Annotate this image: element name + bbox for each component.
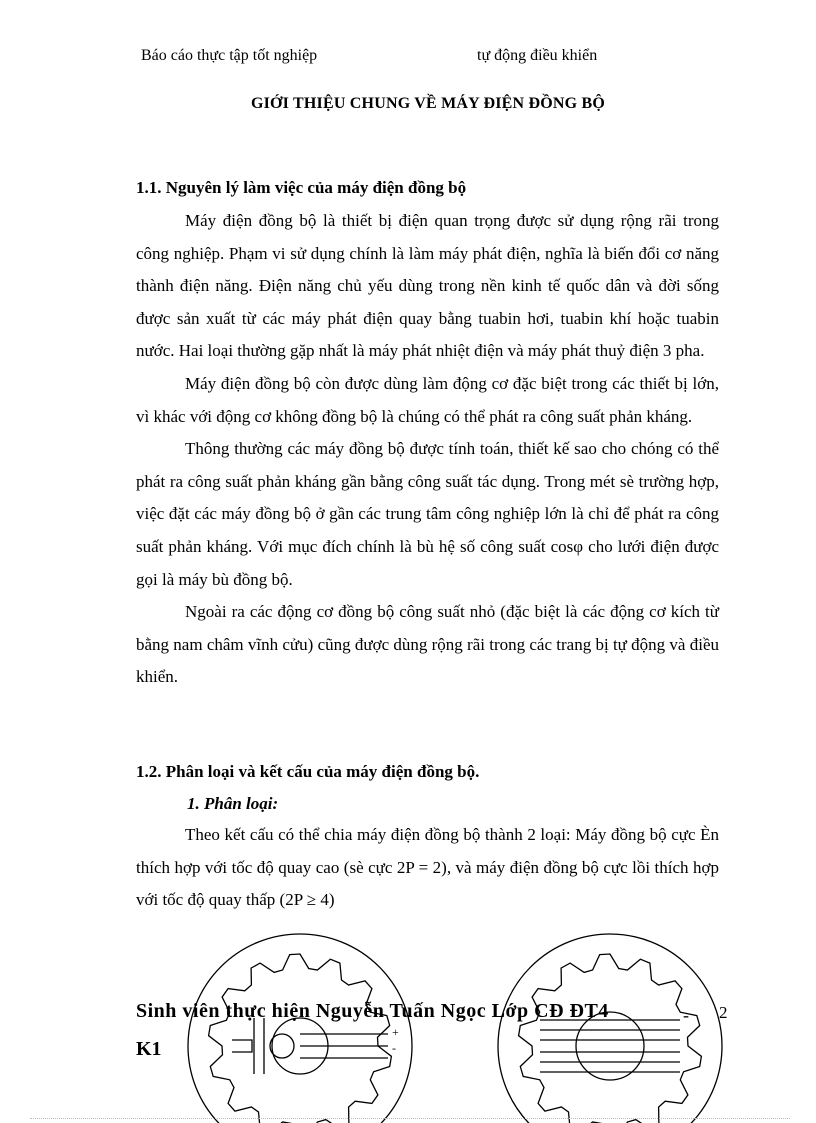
footer-dash: - <box>683 1005 689 1025</box>
header-left: Báo cáo thực tập tốt nghiệp <box>141 47 318 64</box>
plus-terminal-label: + <box>392 1025 399 1039</box>
paragraph: Thông thường các máy đồng bộ được tính toán, thiết kế sao cho chóng có thể phát ra công suất phản kháng gần bằng công suất tác dụng. Trong mét sè trường hợp, việc đặt các máy đồng bộ ở gần các trung tâm công nghiệp lớn là chỉ để phát ra công suất phản kháng. Với mục đích chính là bù hệ số công suất cosφ cho lưới điện được gọi là máy bù đồng bộ. <box>136 439 719 589</box>
footer-student-line: Sinh viên thực hiện Nguyễn Tuấn Ngọc Lớp CĐ ĐT4 <box>136 1000 609 1022</box>
salient-pole-rotor-machine <box>498 934 722 1123</box>
section-2-subheading: 1. Phân loại: <box>187 794 279 813</box>
page-number: 2 <box>719 1003 728 1022</box>
paragraph: Máy điện đồng bộ còn được dùng làm động cơ đặc biệt trong các thiết bị lớn, vì khác với động cơ không đồng bộ là chúng có thể phát ra công suất phản kháng. <box>136 373 719 426</box>
cylindrical-rotor-machine <box>188 934 412 1123</box>
paragraph: Ngoài ra các động cơ đồng bộ công suất nhỏ (đặc biệt là các động cơ kích từ bằng nam châm vĩnh cửu) cũng được dùng rộng rãi trong các trang bị tự động và điều khiển. <box>136 602 719 687</box>
paragraph: Theo kết cấu có thể chia máy điện đồng bộ thành 2 loại: Máy đồng bộ cực Èn thích hợp với tốc độ quay cao (sè cực 2P = 2), và máy điện đồng bộ cực lồi thích hợp với tốc độ quay thấp (2P ≥ 4) <box>136 825 719 910</box>
minus-terminal-label: - <box>392 1041 396 1055</box>
paragraph: Máy điện đồng bộ là thiết bị điện quan trọng được sử dụng rộng rãi trong công nghiệp. Phạm vi sử dụng chính là làm máy phát điện, nghĩa là biến đổi cơ năng thành điện năng. Điện năng chủ yếu dùng trong nền kinh tế quốc dân và đời sống được sản xuất từ các máy phát điện quay bằng tuabin hơi, tuabin khí hoặc tuabin nước. Hai loại thường gặp nhất là máy phát nhiệt điện và máy phát thuỷ điện 3 pha. <box>136 211 719 361</box>
section-1-heading: 1.1. Nguyên lý làm việc của máy điện đồng bộ <box>136 178 467 197</box>
page-title: GIỚI THIỆU CHUNG VỀ MÁY ĐIỆN ĐỒNG BỘ <box>250 95 606 112</box>
footer-dotted-rule <box>30 1118 790 1119</box>
header-right: tự động điều khiển <box>477 47 598 64</box>
footer-class-suffix: K1 <box>136 1038 162 1060</box>
section-2-heading: 1.2. Phân loại và kết cấu của máy điện đồng bộ. <box>136 762 480 781</box>
